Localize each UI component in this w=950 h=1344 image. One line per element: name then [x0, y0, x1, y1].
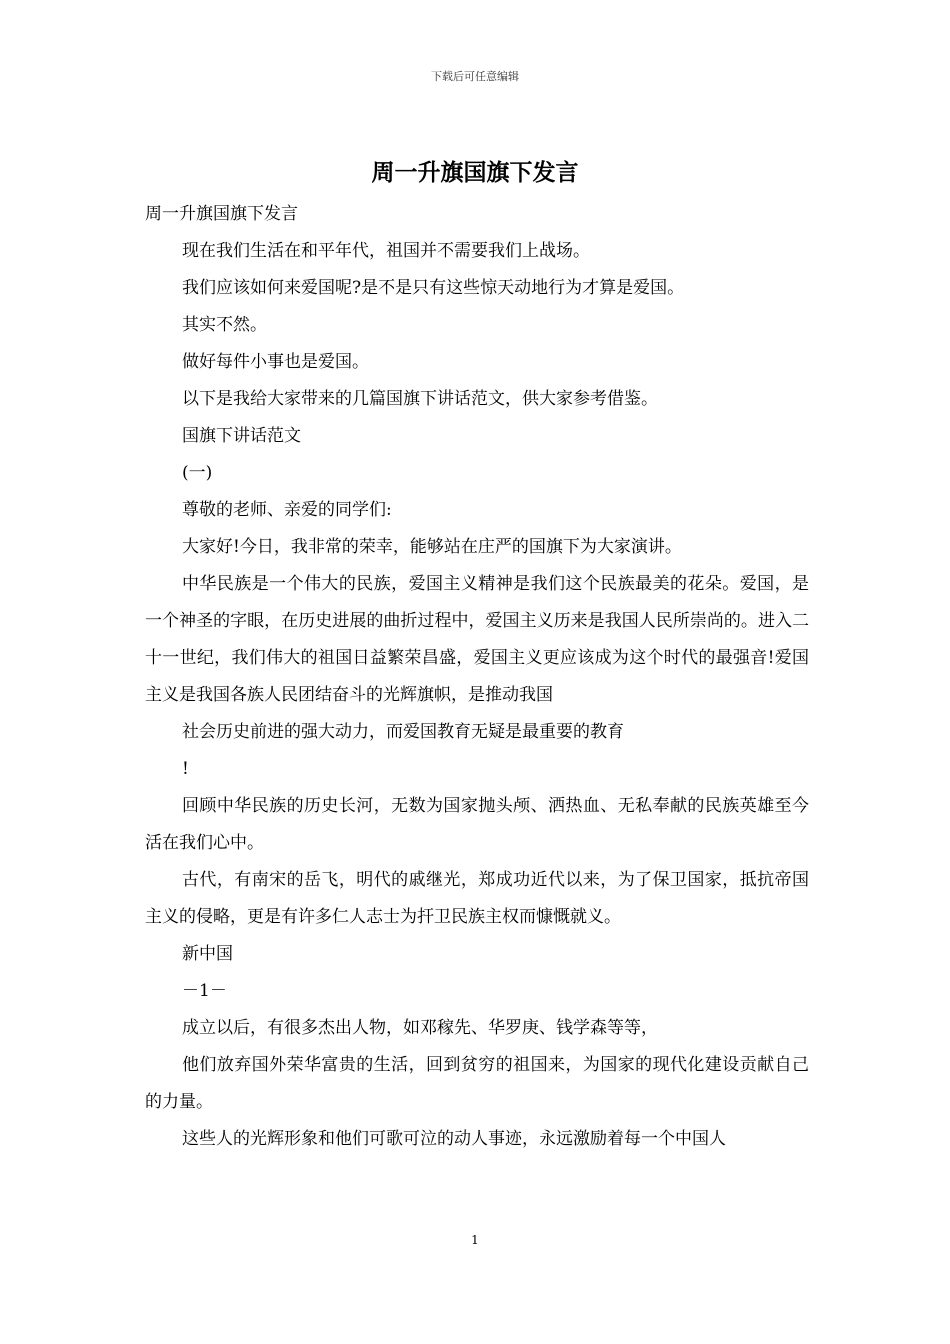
paragraph: ! — [182, 759, 189, 779]
paragraph: 我们应该如何来爱国呢?是不是只有这些惊天动地行为才算是爱国。 — [182, 278, 685, 298]
document-body — [145, 196, 809, 1158]
paragraph: 做好每件小事也是爱国。 — [182, 352, 369, 372]
paragraph: (一) — [182, 463, 213, 483]
paragraph: －1－ — [182, 981, 227, 1001]
paragraph: 成立以后，有很多杰出人物，如邓稼先、华罗庚、钱学森等等， — [182, 1018, 658, 1038]
paragraph: 以下是我给大家带来的几篇国旗下讲话范文，供大家参考借鉴。 — [182, 389, 658, 409]
paragraph: 现在我们生活在和平年代，祖国并不需要我们上战场。 — [182, 241, 590, 261]
paragraph: 这些人的光辉形象和他们可歌可泣的动人事迹，永远激励着每一个中国人 — [182, 1129, 726, 1149]
paragraph: 国旗下讲话范文 — [182, 426, 301, 446]
paragraph: 社会历史前进的强大动力，而爱国教育无疑是最重要的教育 — [182, 722, 624, 742]
paragraph: 新中国 — [182, 944, 233, 964]
paragraph: 中华民族是一个伟大的民族，爱国主义精神是我们这个民族最美的花朵。爱国，是一个神圣的字眼，在历史进展的曲折过程中，爱国主义历来是我国人民所崇尚的。进入二十一世纪，我们伟大的祖国日益繁荣昌盛，爱国主义更应该成为这个时代的最强音!爱国主义是我国各族人民团结奋斗的光辉旗帜，是推动我国 — [145, 574, 809, 705]
paragraph: 尊敬的老师、亲爱的同学们: — [182, 500, 392, 520]
paragraph: 大家好!今日，我非常的荣幸，能够站在庄严的国旗下为大家演讲。 — [182, 537, 682, 557]
paragraph: 他们放弃国外荣华富贵的生活，回到贫穷的祖国来，为国家的现代化建设贡献自己的力量。 — [145, 1055, 809, 1112]
page-number: 1 — [471, 1233, 479, 1247]
paragraph: 回顾中华民族的历史长河，无数为国家抛头颅、洒热血、无私奉献的民族英雄至今活在我们心中。 — [145, 796, 809, 853]
paragraph: 其实不然。 — [182, 315, 267, 335]
paragraph: 周一升旗国旗下发言 — [145, 204, 298, 224]
paragraph: 古代，有南宋的岳飞，明代的戚继光，郑成功近代以来，为了保卫国家，抵抗帝国主义的侵略，更是有许多仁人志士为扞卫民族主权而慷慨就义。 — [145, 870, 809, 927]
document-title: 周一升旗国旗下发言 — [371, 160, 579, 186]
header-note: 下载后可任意编辑 — [431, 70, 519, 83]
